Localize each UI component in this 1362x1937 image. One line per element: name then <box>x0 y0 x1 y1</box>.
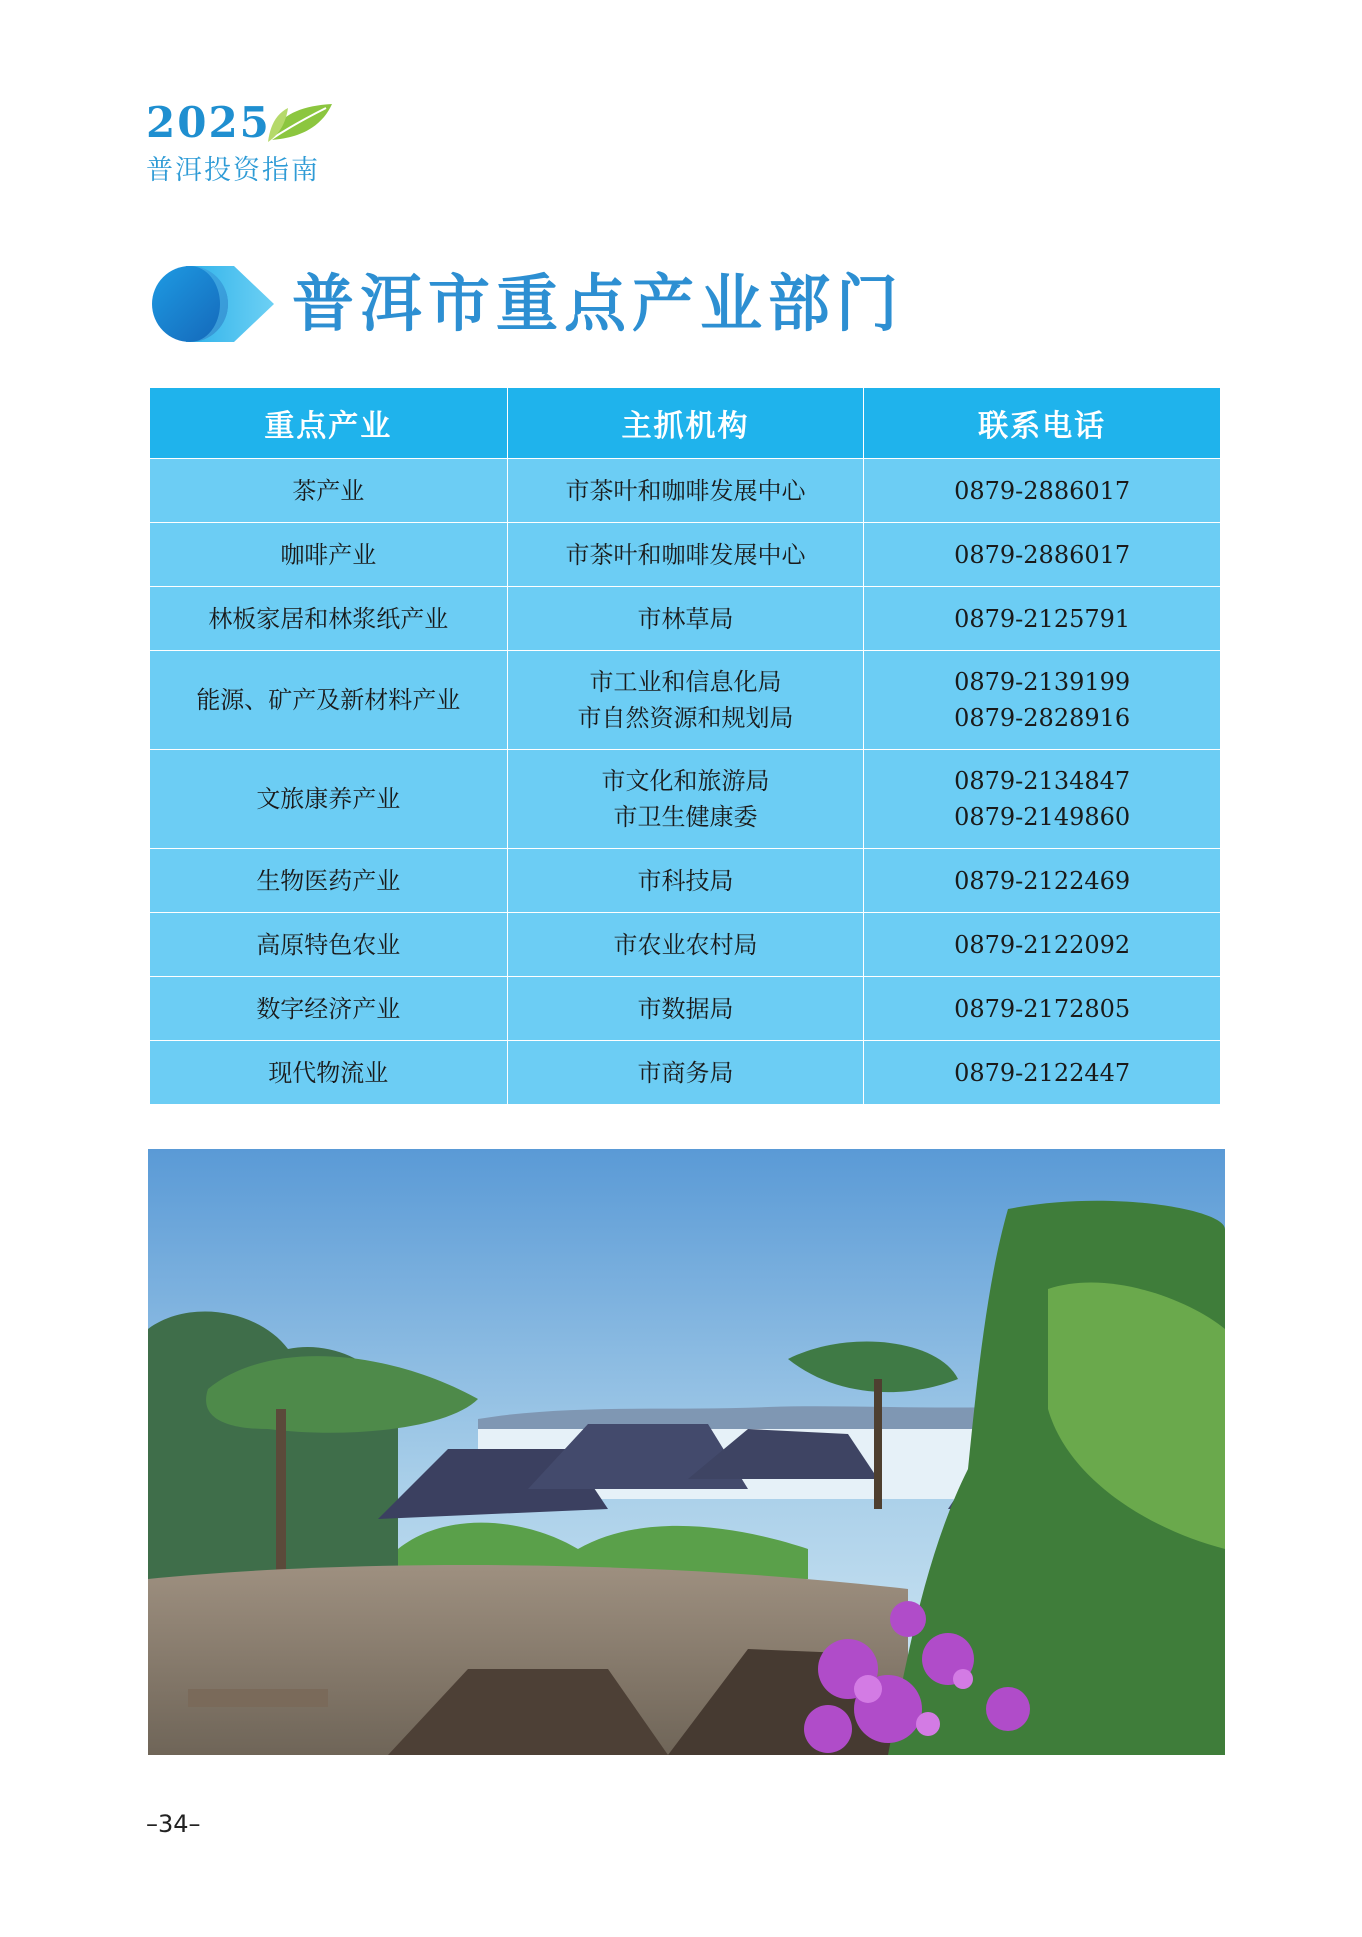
leaf-icon <box>266 100 336 144</box>
agency-name: 市卫生健康委 <box>613 803 758 831</box>
landscape-photo <box>148 1149 1225 1755</box>
phone-number: 0879-2886017 <box>954 476 1131 505</box>
table-row <box>150 750 1221 849</box>
agency-cell <box>507 977 864 1041</box>
phone-number: 0879-2125791 <box>954 604 1131 633</box>
agency-cell <box>507 849 864 913</box>
agency-name: 市茶叶和咖啡发展中心 <box>565 540 806 569</box>
header-industry: 重点产业 <box>150 388 508 459</box>
phone-number: 0879-2149860 <box>954 803 1131 831</box>
agency-name: 市文化和旅游局 <box>601 767 770 795</box>
industry-contacts-table <box>149 387 1221 1105</box>
phone-number: 0879-2828916 <box>954 704 1131 732</box>
agency-cell <box>507 913 864 977</box>
agency-name: 市自然资源和规划局 <box>577 704 794 732</box>
phone-cell <box>864 849 1221 913</box>
table-row <box>150 523 1221 587</box>
table-row <box>150 849 1221 913</box>
header-phone: 联系电话 <box>864 388 1221 459</box>
phone-cell <box>864 977 1221 1041</box>
phone-number: 0879-2172805 <box>954 994 1131 1023</box>
phone-number: 0879-2122469 <box>954 866 1131 895</box>
header-agency: 主抓机构 <box>507 388 864 459</box>
phone-number: 0879-2134847 <box>954 767 1131 795</box>
phone-cell <box>864 913 1221 977</box>
agency-name: 市林草局 <box>637 604 734 633</box>
table-header-row <box>150 388 1221 459</box>
agency-cell <box>507 523 864 587</box>
phone-number: 0879-2122447 <box>954 1058 1131 1087</box>
agency-name: 市数据局 <box>637 994 734 1023</box>
phone-cell <box>864 587 1221 651</box>
agency-name: 市科技局 <box>637 866 734 895</box>
phone-cell <box>864 459 1221 523</box>
phone-number: 0879-2886017 <box>954 540 1131 569</box>
section-header <box>146 262 946 346</box>
phone-number: 0879-2139199 <box>954 668 1131 696</box>
table-row <box>150 977 1221 1041</box>
phone-cell <box>864 750 1221 849</box>
brand-year: 2025 <box>146 98 271 147</box>
brand-logo <box>146 98 366 188</box>
phone-cell <box>864 1041 1221 1105</box>
industry-cell: 咖啡产业 <box>150 523 508 587</box>
industry-cell: 文旅康养产业 <box>150 750 508 849</box>
table-row <box>150 913 1221 977</box>
village-landscape-illustration <box>148 1149 1225 1755</box>
industry-cell: 数字经济产业 <box>150 977 508 1041</box>
page-number: –34– <box>146 1810 201 1838</box>
agency-cell <box>507 651 864 750</box>
table-row <box>150 587 1221 651</box>
agency-name: 市商务局 <box>637 1058 734 1087</box>
agency-cell <box>507 587 864 651</box>
brand-name: 普洱投资指南 <box>146 155 320 186</box>
industry-cell: 能源、矿产及新材料产业 <box>150 651 508 750</box>
table-row <box>150 1041 1221 1105</box>
page-title: 普洱市重点产业部门 <box>292 267 905 340</box>
table-row <box>150 459 1221 523</box>
industry-cell: 茶产业 <box>150 459 508 523</box>
agency-name: 市工业和信息化局 <box>589 668 782 696</box>
agency-name: 市农业农村局 <box>613 930 758 959</box>
phone-number: 0879-2122092 <box>954 930 1131 959</box>
industry-cell: 生物医药产业 <box>150 849 508 913</box>
industry-cell: 高原特色农业 <box>150 913 508 977</box>
drop-arrow-icon <box>146 262 276 346</box>
industry-cell: 林板家居和林浆纸产业 <box>150 587 508 651</box>
phone-cell <box>864 523 1221 587</box>
agency-name: 市茶叶和咖啡发展中心 <box>565 476 806 505</box>
phone-cell <box>864 651 1221 750</box>
agency-cell <box>507 459 864 523</box>
agency-cell <box>507 1041 864 1105</box>
industry-cell: 现代物流业 <box>150 1041 508 1105</box>
table-row <box>150 651 1221 750</box>
agency-cell <box>507 750 864 849</box>
